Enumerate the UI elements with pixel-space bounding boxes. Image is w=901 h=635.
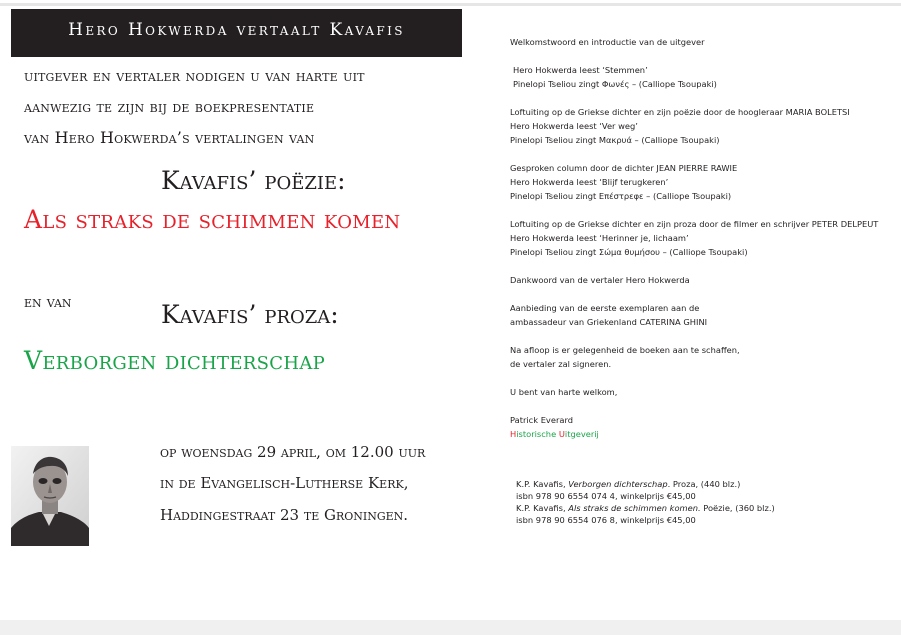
program-song-4: Pinelopi Tseliou zingt Σώμα θυμήσου – (Calliope Tsoupaki) [510, 247, 748, 257]
program-reading-1: Hero Hokwerda leest ‘Stemmen’ [513, 65, 648, 75]
portrait-photo-icon [11, 446, 89, 546]
poetry-book-title: Als straks de schimmen komen [24, 205, 401, 234]
publisher-initial-u: U [558, 429, 565, 439]
and-of-label: en van [24, 292, 72, 311]
poetry-heading: Kavafis’ poëzie: [161, 166, 346, 195]
publisher-part-1: istorische [516, 429, 559, 439]
bottom-band [0, 620, 901, 635]
invitation-line-2: aanwezig te zijn bij de boekpresentatie [24, 97, 315, 116]
program-offer-1: Aanbieding van de eerste exemplaren aan de [510, 303, 700, 313]
signature-name: Patrick Everard [510, 415, 573, 425]
publisher-part-2: itgeverij [564, 429, 599, 439]
book-1-details: . Proza, (440 blz.) [667, 479, 741, 489]
program-offer-2: ambassadeur van Griekenland CATERINA GHINI [510, 317, 708, 327]
event-venue: in de Evangelisch-Lutherse Kerk, [160, 474, 409, 492]
book-1-isbn: isbn 978 90 6554 074 4, winkelprijs €45,00 [516, 491, 696, 501]
publisher-name [510, 427, 890, 441]
event-date: op woensdag 29 april, om 12.00 uur [160, 443, 426, 461]
top-divider [0, 3, 901, 6]
book-2-isbn: isbn 978 90 6554 076 8, winkelprijs €45,00 [516, 515, 696, 525]
program-reading-4: Hero Hokwerda leest ‘Herinner je, lichaam’ [510, 233, 689, 243]
publisher-initial-h: H [510, 429, 517, 439]
program-song-2: Pinelopi Tseliou zingt Μακρυά – (Calliope Tsoupaki) [510, 135, 720, 145]
book-2-title: Als straks de schimmen komen. [568, 503, 701, 513]
book-2-author: K.P. Kavafis, [516, 503, 569, 513]
program-column: Gesproken column door de dichter JEAN PIERRE RAWIE [510, 163, 738, 173]
book-1-title: Verborgen dichterschap [568, 479, 668, 489]
prose-heading: Kavafis’ proza: [161, 300, 339, 329]
program-signing-2: de vertaler zal signeren. [510, 359, 612, 369]
program-reading-3: Hero Hokwerda leest ‘Blijf terugkeren’ [510, 177, 669, 187]
program-lecture-2: Loftuiting op de Griekse dichter en zijn proza door de filmer en schrijver PETER DELPEUT [510, 219, 879, 229]
program-welcome-close: U bent van harte welkom, [510, 387, 618, 397]
book-2-details: Poëzie, (360 blz.) [700, 503, 775, 513]
book-info [516, 478, 886, 526]
program-song-1: Pinelopi Tseliou zingt Φωνές – (Calliope Tsoupaki) [513, 79, 717, 89]
program-song-3: Pinelopi Tseliou zingt Επέστρεφε – (Calliope Tsoupaki) [510, 191, 732, 201]
invitation-line-1: uitgever en vertaler nodigen u van harte uit [24, 66, 365, 85]
book-2-line [516, 502, 886, 514]
book-1-author: K.P. Kavafis, [516, 479, 569, 489]
program-signing-1: Na afloop is er gelegenheid de boeken aan te schaffen, [510, 345, 740, 355]
event-address: Haddingestraat 23 te Groningen. [160, 506, 409, 524]
program-list [510, 35, 890, 441]
program-lecture-1: Loftuiting op de Griekse dichter en zijn poëzie door de hoogleraar MARIA BOLETSI [510, 107, 850, 117]
program-reading-2: Hero Hokwerda leest ‘Ver weg’ [510, 121, 638, 131]
book-1-line [516, 478, 886, 490]
invitation-line-3: van Hero Hokwerda’s vertalingen van [24, 128, 315, 147]
program-thanks: Dankwoord van de vertaler Hero Hokwerda [510, 275, 690, 285]
program-welcome: Welkomstwoord en introductie van de uitgever [510, 37, 705, 47]
prose-book-title: Verborgen dichterschap [24, 346, 326, 375]
page-title: Hero Hokwerda vertaalt Kavafis [11, 9, 462, 57]
